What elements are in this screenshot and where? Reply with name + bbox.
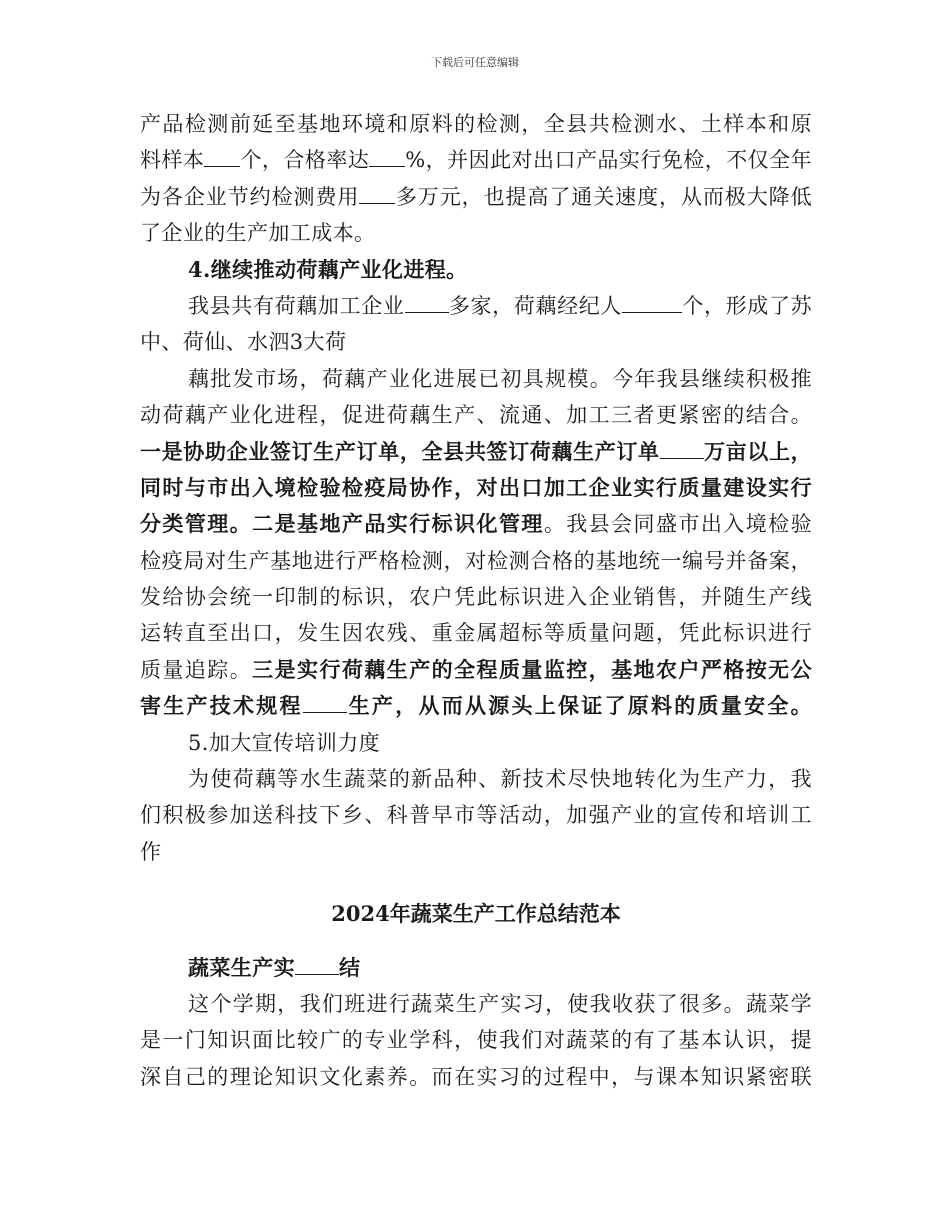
paragraph-line: 是一门知识面比较广的专业学科，使我们对蔬菜的有了基本认识，提 (140, 1028, 812, 1053)
paragraph-line: 藕批发市场，荷藕产业化进展已初具规模。今年我县继续积极推 (188, 366, 812, 391)
paragraph-line: 质量追踪。三是实行荷藕生产的全程质量监控，基地农户严格按无公 (140, 656, 812, 682)
blank-underline (405, 290, 449, 313)
paragraph-line: 作 (140, 839, 162, 864)
paragraph-line: 为使荷藕等水生蔬菜的新品种、新技术尽快地转化为生产力，我 (188, 767, 812, 792)
paragraph-line: 运转直至出口，发生因农残、重金属超标等质量问题，凭此标识进行 (140, 621, 812, 646)
paragraph-line: 这个学期，我们班进行蔬菜生产实习，使我收获了很多。蔬菜学 (188, 991, 812, 1016)
paragraph-line-bold: 害生产技术规程 生产，从而从源头上保证了原料的质量安全。 (140, 688, 812, 724)
document-title: 2024年蔬菜生产工作总结范本 (331, 901, 621, 927)
paragraph-line-bold: 一是协助企业签订生产订单，全县共签订荷藕生产订单 万亩以上， (140, 434, 812, 470)
paragraph-line: 检疫局对生产基地进行严格检测，对检测合格的基地统一编号并备案， (140, 548, 812, 573)
blank-underline (204, 144, 240, 167)
paragraph-line: 们积极参加送科技下乡、科普早市等活动，加强产业的宣传和培训工 (140, 803, 812, 828)
paragraph-line: 料样本 个，合格率达 %，并因此对出口产品实行免检，不仅全年 (140, 142, 812, 178)
blank-underline (660, 436, 704, 459)
paragraph-line-bold: 同时与市出入境检验检疫局协作，对出口加工企业实行质量建设实行 (140, 474, 812, 500)
paragraph-line: 动荷藕产业化进程，促进荷藕生产、流通、加工三者更紧密的结合。 (140, 403, 812, 428)
paragraph-line: 发给协会统一印制的标识，农户凭此标识进入企业销售，并随生产线 (140, 585, 812, 610)
paragraph-line: 深自己的理论知识文化素养。而在实习的过程中，与课本知识紧密联 (140, 1064, 812, 1089)
paragraph-line: 我县共有荷藕加工企业 多家，荷藕经纪人 个，形成了苏 (140, 288, 812, 324)
document-body (140, 106, 812, 1095)
blank-underline (295, 952, 339, 975)
section-heading-4: 4.继续推动荷藕产业化进程。 (188, 256, 468, 282)
subheading: 蔬菜生产实 结 (140, 950, 812, 986)
paragraph-line: 产品检测前延至基地环境和原料的检测，全县共检测水、土样本和原 (140, 112, 812, 136)
paragraph-line: 为各企业节约检测费用 多万元，也提高了通关速度，从而极大降低 (140, 179, 812, 215)
page-header: 下载后可任意编辑 (431, 56, 519, 69)
blank-underline (359, 181, 395, 204)
paragraph-line: 了企业的生产加工成本。 (140, 221, 376, 246)
blank-underline (622, 290, 682, 313)
paragraph-line: 中、荷仙、水泗3大荷 (140, 330, 347, 355)
blank-underline (303, 690, 347, 713)
blank-underline (369, 144, 405, 167)
paragraph-line: 分类管理。二是基地产品实行标识化管理。我县会同盛市出入境检验 (140, 511, 812, 537)
section-heading-5: 5.加大宣传培训力度 (188, 730, 381, 755)
